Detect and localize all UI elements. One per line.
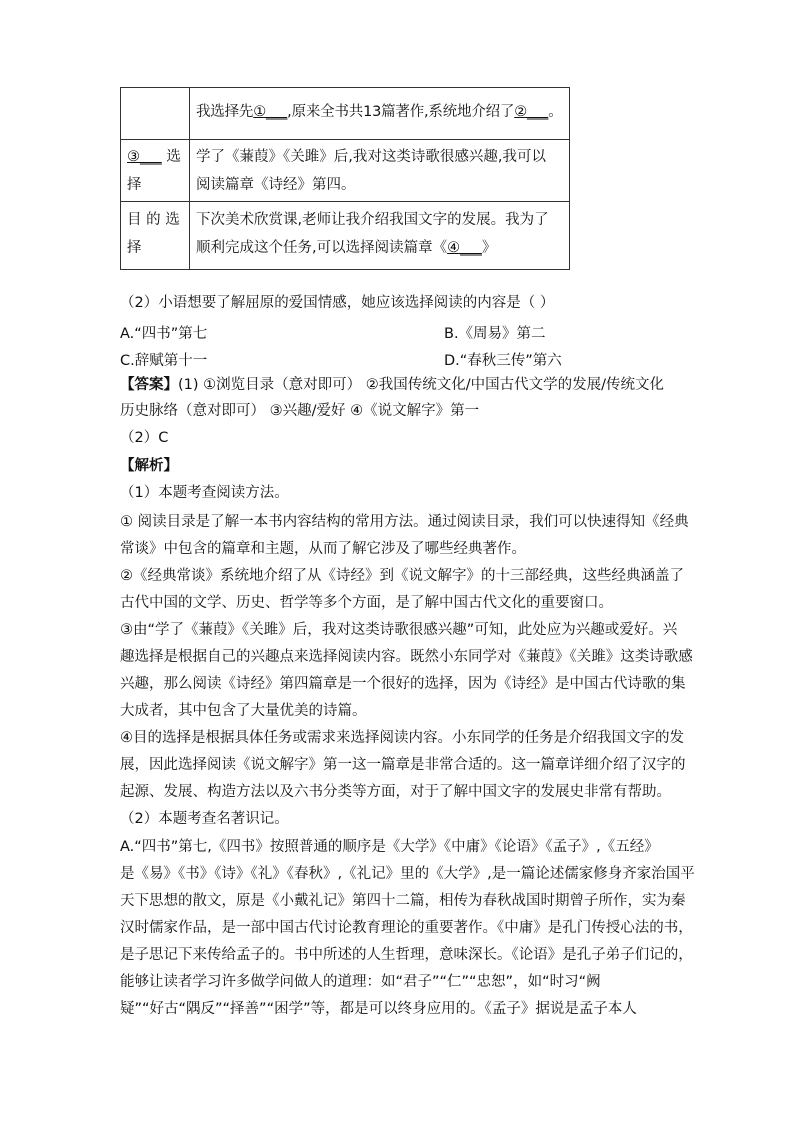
- option-b: B.《周易》第二: [444, 326, 546, 342]
- analysis-line: 展，因此选择阅读《说文解字》第一这一篇章是非常合适的。这一篇章详细介绍了汉字的: [120, 757, 686, 773]
- analysis-line: 起源、发展、构造方法以及六书分类等方面，对于了解中国文字的发展史非常有帮助。: [120, 784, 671, 800]
- analysis-line: 兴趣，那么阅读《诗经》第四篇章是一个很好的选择，因为《诗经》是中国古代诗歌的集: [120, 676, 686, 692]
- blank-4: ④___: [447, 240, 482, 256]
- analysis-line: 汉时儒家作品，是一部中国古代讨论教育理论的重要著作。《中庸》是孔门传授心法的书，: [120, 920, 693, 936]
- blank-1: ①___: [253, 104, 288, 120]
- table-cell-label: ③___ 选 择: [121, 140, 190, 202]
- answer-tag: 【答案】: [120, 377, 178, 393]
- analysis-line: 疑”“好古“隅反”“择善”“困学”等，都是可以终身应用的。《孟子》据说是孟子本人: [120, 1001, 637, 1017]
- analysis-line: 是《易》《书》《诗》《礼》《春秋》,《礼记》里的《大学》,是一篇论述儒家修身齐家治国平: [120, 866, 695, 882]
- analysis-line: 古代中国的文学、历史、哲学等多个方面，是了解中国古代文化的重要窗口。: [120, 595, 613, 611]
- table-cell-content: 我选择先①___,原来全书共13篇著作,系统地介绍了②___。: [190, 88, 570, 140]
- answer-line-3: （2）C: [120, 430, 169, 446]
- analysis-line: 是子思记下来传给孟子的。书中所述的人生哲理，意味深长。《论语》是孔子弟子们记的，: [120, 947, 693, 963]
- blank-3: ③___: [127, 149, 162, 165]
- answer-line-2: 历史脉络（意对即可） ③兴趣/爱好 ④《说文解字》第一: [120, 403, 480, 419]
- analysis-line: （2）本题考查名著识记。: [120, 811, 289, 827]
- analysis-line: 天下思想的散文，原是《小戴礼记》第四十二篇，相传为春秋战国时期曾子所作，实为秦: [120, 893, 686, 909]
- question-text: （2）小语想要了解屈原的爱国情感，她应该选择阅读的内容是（ ）: [120, 295, 555, 311]
- analysis-line: 大成者，其中包含了大量优美的诗篇。: [120, 703, 367, 719]
- analysis-line: 能够让读者学习许多做学问做人的道理：如“君子”“仁”“忠恕”，如“时习“阙: [120, 974, 601, 990]
- analysis-tag: 【解析】: [120, 458, 178, 474]
- analysis-line: 趣选择是根据自己的兴趣点来选择阅读内容。既然小东同学对《蒹葭》《关雎》这类诗歌感: [120, 649, 693, 665]
- option-a: A.“四书”第七: [120, 326, 208, 342]
- table-row: [121, 140, 570, 202]
- blank-2: ②___: [514, 104, 549, 120]
- table-row: [121, 202, 570, 270]
- analysis-line: A.“四书”第七,《四书》按照普通的顺序是《大学》《中庸》《论语》《孟子》,《五经》: [120, 839, 659, 855]
- table-cell-label: [121, 88, 190, 140]
- option-c: C.辞赋第十一: [120, 353, 208, 369]
- analysis-line: ④目的选择是根据具体任务或需求来选择阅读内容。小东同学的任务是介绍我国文字的发: [120, 730, 684, 746]
- analysis-line: （1）本题考查阅读方法。: [120, 485, 289, 501]
- answer-line-1: 【答案】(1) ①浏览目录（意对即可） ②我国传统文化/中国古代文学的发展/传统文化: [120, 377, 665, 393]
- analysis-line: ③由“学了《蒹葭》《关雎》后，我对这类诗歌很感兴趣”可知，此处应为兴趣或爱好。兴: [120, 622, 678, 638]
- table-cell-content: 学了《蒹葭》《关雎》后,我对这类诗歌很感兴趣,我可以 阅读篇章《诗经》第四。: [190, 140, 570, 202]
- option-d: D.“春秋三传”第六: [444, 353, 562, 369]
- table-row: [121, 88, 570, 140]
- analysis-line: ②《经典常谈》系统地介绍了从《诗经》到《说文解字》的十三部经典，这些经典涵盖了: [120, 568, 684, 584]
- reading-method-table: [120, 87, 570, 270]
- analysis-line: ① 阅读目录是了解一本书内容结构的常用方法。通过阅读目录，我们可以快速得知《经典: [120, 514, 689, 530]
- analysis-line: 常谈》中包含的篇章和主题，从而了解它涉及了哪些经典著作。: [120, 541, 526, 557]
- table-cell-label: 目 的 选 择: [121, 202, 190, 270]
- table-cell-content: 下次美术欣赏课,老师让我介绍我国文字的发展。我为了 顺利完成这个任务,可以选择阅读篇章《④___》: [190, 202, 570, 270]
